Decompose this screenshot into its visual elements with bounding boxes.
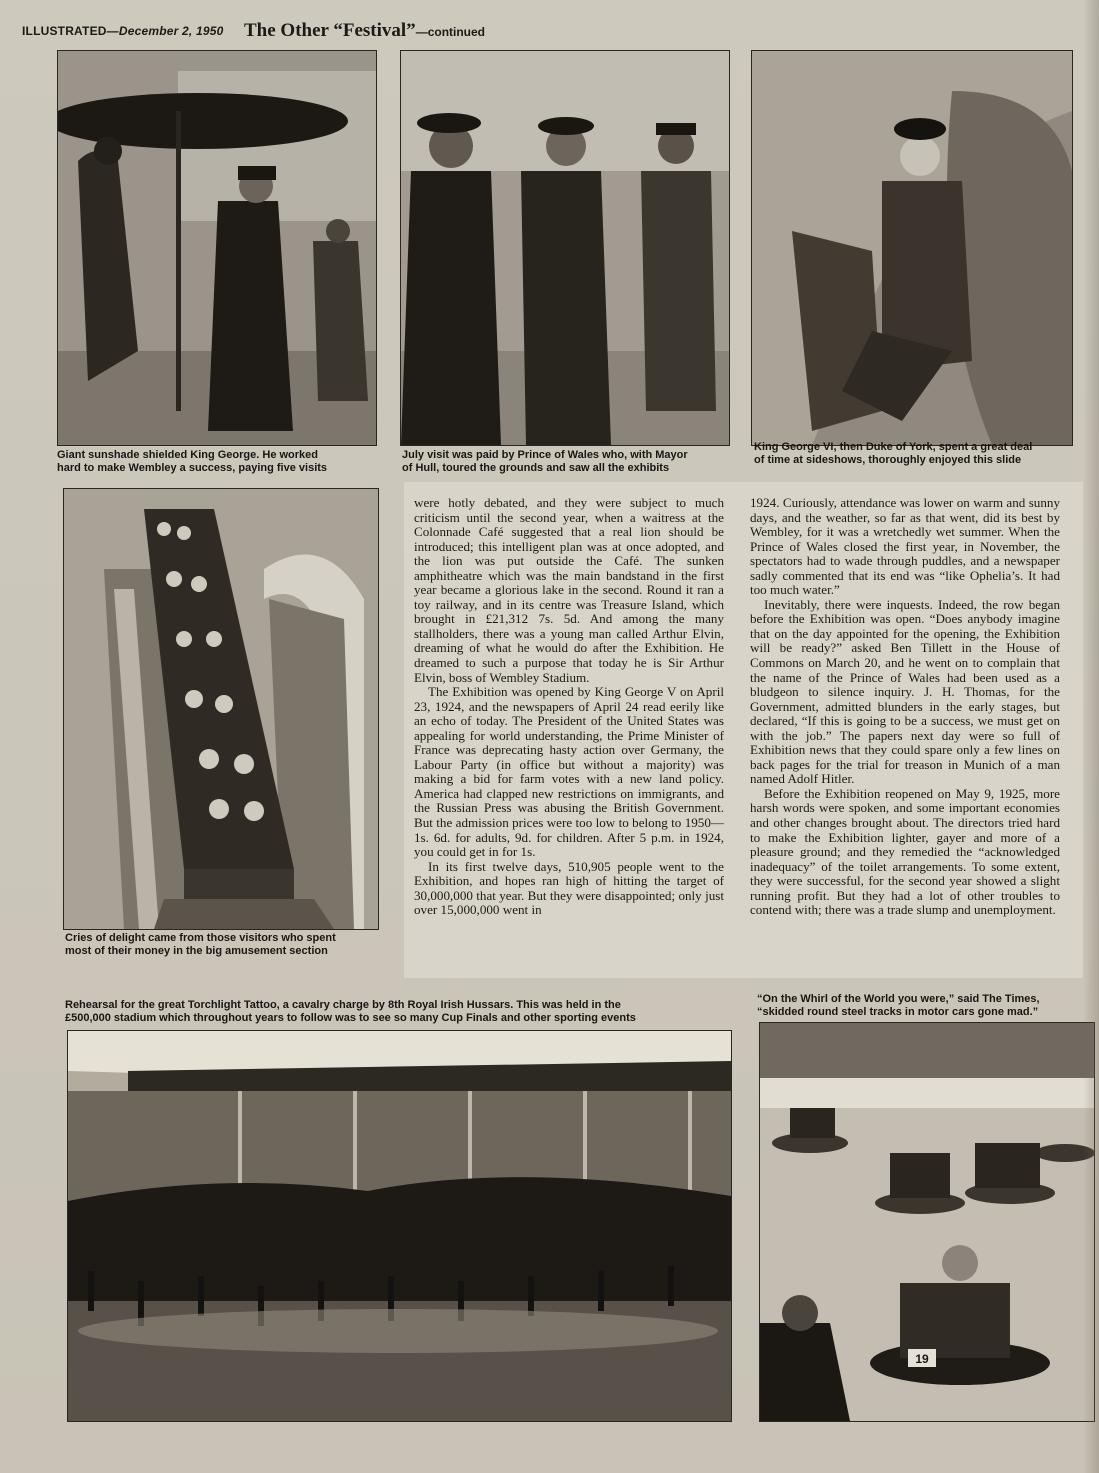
article-paragraph: The Exhibition was opened by King George V on April 23, 1924, and the newspapers of April 24 read eerily like an echo of today. The President of the United States was appealing for world understanding, the Prime Minister of France was deprecating hasty action over Germany, the Labour Party (in office but without a majority) was making a bid for farm votes with a new land policy. America had clapped new restrictions on immigrants, and the Russian Press was abusing the British Government. But the admission prices were too low to belong to 1950—1s. 6d. for adults, 9d. for children. After 5 p.m. in 1924, you could get in for 1s. bbox=[414, 684, 724, 860]
photo-prince-of-wales-image bbox=[401, 51, 729, 445]
photo-cavalry-charge-image bbox=[68, 1031, 731, 1421]
car-number-label: 19 bbox=[915, 1352, 929, 1366]
page-title bbox=[244, 20, 485, 42]
caption-line: King George VI, then Duke of York, spent a great deal bbox=[754, 441, 1033, 453]
publication-name: ILLUSTRATED bbox=[22, 24, 107, 38]
article-paragraph: Before the Exhibition reopened on May 9, 1925, more harsh words were spoken, and some important economies and other changes brought about. The directors tried hard to make the Exhibition lighter, gayer and more of a pleasure ground; and they remedied the “acknowledged inadequacy” of the toilet arrangements. To some extent, they were successful, for the second year showed a slight running profit. But they had a lot of other troubles to contend with; there was a trade slump and unemployment. bbox=[750, 785, 1060, 918]
photo-whirl-of-the-world bbox=[759, 1022, 1095, 1422]
photo-prince-of-wales bbox=[400, 50, 730, 446]
article-paragraph: were hotly debated, and they were subject to much criticism until the second year, when a waitress at the Colonnade Café suggested that a real lion should be introduced; this intelligent plan was at once adopted, and the lion was put outside the Café. The sunken amphitheatre which was the main bandstand in the first year became a glorious lake in the second. Round it ran a toy railway, and in its centre was Treasure Island, which brought in £21,312 7s. 5d. And among the many stallholders, there was a young man called Arthur Elvin, dreaming of what he would do after the Exhibition. He dreamed to such a purpose that today he is Sir Arthur Elvin, boss of Wembley Stadium. bbox=[414, 495, 724, 685]
photo-duke-of-york-slide-image bbox=[752, 51, 1072, 445]
photo-king-george-sunshade-image bbox=[58, 51, 376, 445]
caption-king-george-sunshade bbox=[57, 449, 377, 475]
caption-line: “skidded round steel tracks in motor cars gone mad.” bbox=[757, 1006, 1039, 1018]
caption-prince-of-wales bbox=[402, 449, 732, 475]
article-title: The Other “Festival” bbox=[244, 20, 416, 41]
caption-line: Cries of delight came from those visitors who spent bbox=[65, 932, 336, 944]
photo-amusement-ride-image bbox=[64, 489, 378, 929]
caption-line: Rehearsal for the great Torchlight Tattoo, a cavalry charge by 8th Royal Irish Hussars. This was held in the bbox=[65, 999, 621, 1011]
article-paragraph: Inevitably, there were inquests. Indeed, the row began before the Exhibition was open. “Does anybody imagine that on the day appointed for the opening, the Exhibition will be ready?” asked Ben Tillett in the House of Commons on March 20, and he went on to complain that the name of the Prince of Wales had been used as a bludgeon to silence inquiry. J. H. Thomas, for the Government, admitted blunders in the early stages, but declared, “If this is going to be a success, we must get on with the job.” The papers next day were so full of Exhibition news that they could spare only a few lines on back pages for the trial for treason in Munich of a man named Adolf Hitler. bbox=[750, 596, 1060, 787]
photo-amusement-ride bbox=[63, 488, 379, 930]
photo-duke-of-york-slide bbox=[751, 50, 1073, 446]
photo-cavalry-charge bbox=[67, 1030, 732, 1422]
photo-whirl-of-the-world-image bbox=[760, 1023, 1094, 1421]
page-header-publication bbox=[22, 24, 223, 38]
article-column-2 bbox=[750, 496, 1060, 918]
caption-line: July visit was paid by Prince of Wales who, with Mayor bbox=[402, 449, 688, 461]
page-edge-shadow bbox=[1083, 0, 1099, 1473]
article-body bbox=[404, 482, 1083, 978]
caption-whirl-of-the-world bbox=[757, 993, 1087, 1019]
caption-line: of time at sideshows, thoroughly enjoyed this slide bbox=[754, 454, 1022, 466]
continued-label: —continued bbox=[415, 25, 486, 39]
caption-cavalry-charge bbox=[65, 999, 735, 1025]
caption-line: hard to make Wembley a success, paying five visits bbox=[57, 462, 328, 474]
caption-duke-of-york-slide bbox=[754, 441, 1084, 467]
article-column-1 bbox=[414, 496, 724, 918]
article-paragraph: 1924. Curiously, attendance was lower on warm and sunny days, and the weather, so far as that went, did its best by Wembley, for it was a wretchedly wet summer. When the Prince of Wales closed the first year, in November, the spectators had to wade through puddles, and a newspaper sadly commented that its end was “like Ophelia’s. It had too much water.” bbox=[750, 495, 1060, 598]
photo-king-george-sunshade bbox=[57, 50, 377, 446]
article-paragraph: In its first twelve days, 510,905 people went to the Exhibition, and hopes ran high of hitting the target of 30,000,000 that year. But they were disappointed; only just over 15,000,000 went in bbox=[414, 858, 724, 918]
caption-line: of Hull, toured the grounds and saw all the exhibits bbox=[402, 462, 670, 474]
issue-date: —December 2, 1950 bbox=[106, 24, 224, 38]
caption-line: “On the Whirl of the World you were,” said The Times, bbox=[757, 993, 1040, 1005]
caption-amusement-ride bbox=[65, 932, 385, 958]
caption-line: most of their money in the big amusement section bbox=[65, 945, 328, 957]
caption-line: Giant sunshade shielded King George. He worked bbox=[57, 449, 318, 461]
caption-line: £500,000 stadium which throughout years to follow was to see so many Cup Finals and other sporting events bbox=[65, 1012, 636, 1024]
